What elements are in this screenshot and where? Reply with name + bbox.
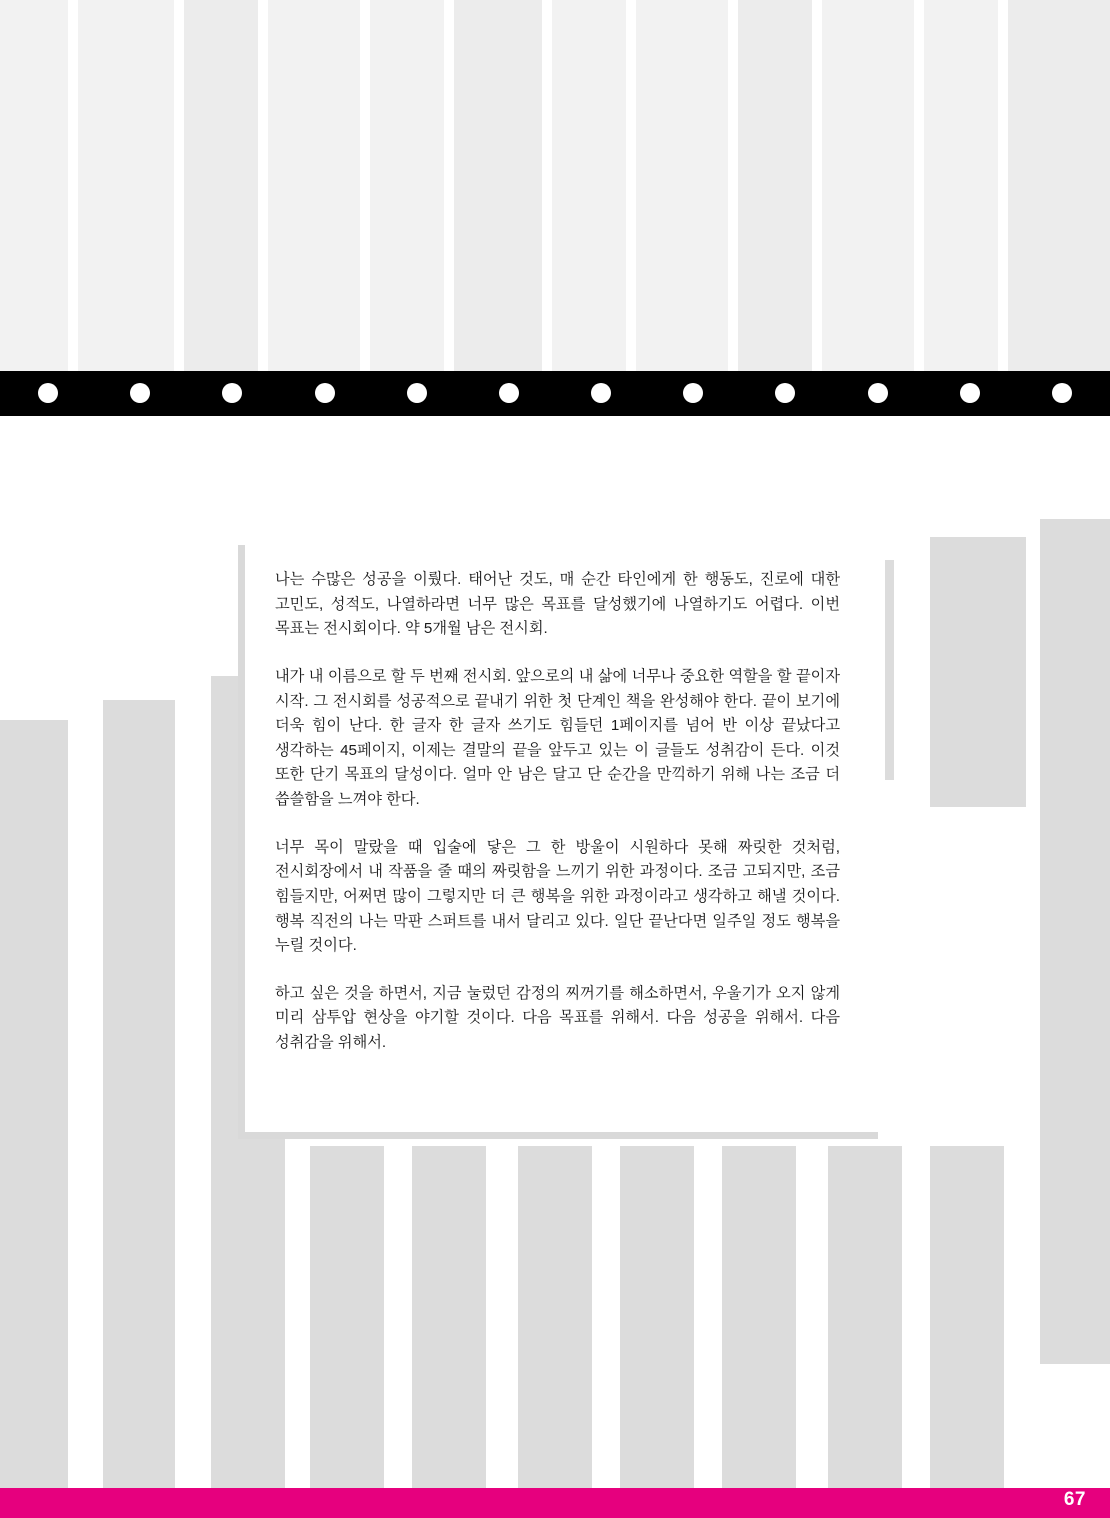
- paragraph-2: 내가 내 이름으로 할 두 번째 전시회. 앞으로의 내 삶에 너무나 중요한 역할을 할 끝이자 시작. 그 전시회를 성공적으로 끝내기 위한 첫 단계인 책을 완성해야 한다. 끝이 보기에 더욱 힘이 난다. 한 글자 한 글자 쓰기도 힘들던 1페이지를 넘어 반 이상 끝났다고 생각하는 45페이지, 이제는 결말의 끝을 앞두고 있는 이 글들도 성취감이 든다. 이것 또한 단기 목표의 달성이다. 얼마 안 남은 달고 단 순간을 만끽하기 위해 나는 조금 더 씁쓸함을 느껴야 한다.: [275, 667, 840, 808]
- bottom-bar-11: [930, 537, 1026, 807]
- perforation-hole-3: [222, 383, 242, 403]
- perforation-hole-7: [591, 383, 611, 403]
- footer-bar-left: [0, 1488, 580, 1518]
- perforation-hole-12: [1052, 383, 1072, 403]
- perforation-hole-4: [315, 383, 335, 403]
- bottom-bar-9: [828, 1146, 902, 1488]
- top-stripe-11: [924, 0, 998, 371]
- top-stripe-6: [454, 0, 542, 371]
- perforation-hole-8: [683, 383, 703, 403]
- footer-bar-right: [580, 1488, 1110, 1518]
- perforation-band: [0, 371, 1110, 416]
- top-stripe-7: [552, 0, 626, 371]
- top-stripe-2: [78, 0, 174, 371]
- perforation-hole-6: [499, 383, 519, 403]
- bottom-bar-6: [518, 1146, 592, 1488]
- top-stripe-3: [184, 0, 258, 371]
- top-stripe-8: [636, 0, 728, 371]
- top-stripe-10: [822, 0, 914, 371]
- bottom-bar-4: [310, 1146, 384, 1488]
- paragraph-1: 나는 수많은 성공을 이뤘다. 태어난 것도, 매 순간 타인에게 한 행동도, 진로에 대한 고민도, 성적도, 나열하라면 너무 많은 목표를 달성했기에 나열하기도 어렵다. 이번 목표는 전시회이다. 약 5개월 남은 전시회.: [275, 571, 840, 638]
- bottom-bar-2: [103, 700, 175, 1488]
- paragraph-3: 너무 목이 말랐을 때 입술에 닿은 그 한 방울이 시원하다 못해 짜릿한 것처럼, 전시회장에서 내 작품을 줄 때의 짜릿함을 느끼기 위한 과정이다. 조금 고되지만, 조금 힘들지만, 어쩌면 많이 그렇지만 더 큰 행복을 위한 과정이라고 생각하고 해낼 것이다. 행복 직전의 나는 막판 스퍼트를 내서 달리고 있다. 일단 끝난다면 일주일 정도 행복을 누릴 것이다.: [275, 838, 840, 955]
- top-stripe-1: [0, 0, 68, 371]
- top-stripe-12: [1008, 0, 1110, 371]
- bottom-bar-10: [930, 1146, 1004, 1488]
- bottom-bar-5: [412, 1146, 486, 1488]
- perforation-hole-11: [960, 383, 980, 403]
- bottom-bar-12: [1040, 519, 1110, 1364]
- top-stripe-4: [268, 0, 360, 371]
- body-text: [275, 568, 840, 1056]
- perforation-hole-9: [775, 383, 795, 403]
- perforation-hole-10: [868, 383, 888, 403]
- page-number: 67: [1063, 1489, 1086, 1510]
- top-stripe-5: [370, 0, 444, 371]
- top-stripe-9: [738, 0, 812, 371]
- perforation-hole-2: [130, 383, 150, 403]
- bottom-bar-7: [620, 1146, 694, 1488]
- paragraph-4: 하고 싶은 것을 하면서, 지금 눌렀던 감정의 찌꺼기를 해소하면서, 우울기가 오지 않게 미리 삼투압 현상을 야기할 것이다. 다음 목표를 위해서. 다음 성공을 위해서. 다음 성취감을 위해서.: [275, 984, 840, 1051]
- bottom-bar-1: [0, 720, 68, 1488]
- perforation-hole-1: [38, 383, 58, 403]
- perforation-hole-5: [407, 383, 427, 403]
- bottom-bar-8: [722, 1146, 796, 1488]
